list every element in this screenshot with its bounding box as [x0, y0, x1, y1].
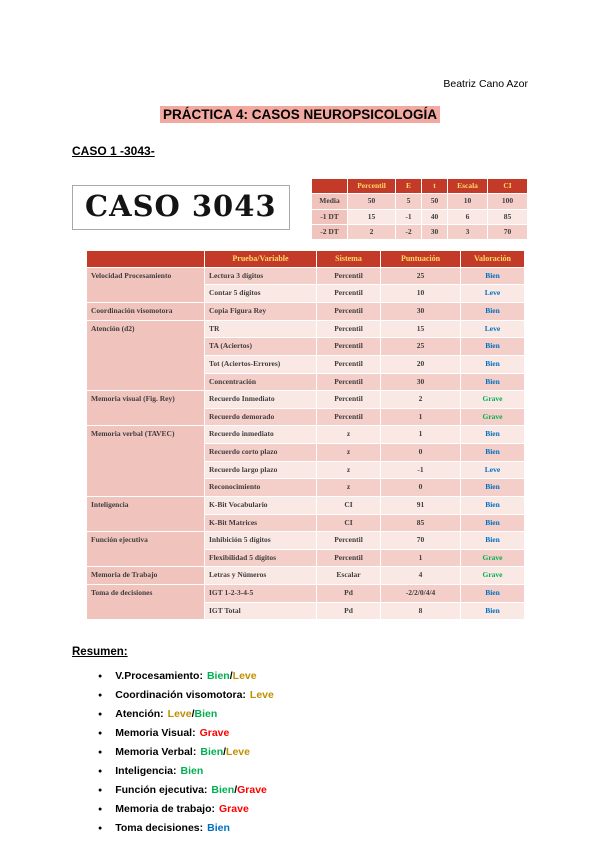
prueba-cell: Letras y Números	[205, 567, 317, 585]
resumen-item-value: Leve	[226, 746, 250, 759]
resumen-item-value: Grave	[219, 803, 249, 816]
prueba-cell: Copia Figura Rey	[205, 303, 317, 321]
puntuacion-cell: 2	[381, 391, 461, 409]
resumen-item	[98, 803, 528, 815]
resumen-item-value: Bien	[180, 765, 204, 778]
stats-value-cell: 100	[488, 194, 528, 209]
resumen-item-label: Función ejecutiva:	[115, 784, 208, 797]
puntuacion-cell: 30	[381, 373, 461, 391]
caso-3043-logo	[72, 185, 290, 230]
sistema-cell: Pd	[317, 602, 381, 620]
sistema-cell: Percentil	[317, 338, 381, 356]
sistema-cell: Percentil	[317, 267, 381, 285]
sistema-cell: Percentil	[317, 408, 381, 426]
stats-row	[312, 194, 528, 209]
puntuacion-cell: 10	[381, 285, 461, 303]
sistema-cell: Percentil	[317, 303, 381, 321]
valoracion-cell: Grave	[461, 567, 525, 585]
stats-value-cell: 15	[348, 209, 396, 224]
domain-cell: Toma de decisiones	[87, 585, 205, 620]
author-name: Beatriz Cano Azor	[443, 78, 528, 90]
table-header-cell: Puntuación	[381, 251, 461, 268]
sistema-cell: z	[317, 444, 381, 462]
prueba-cell: K-Bit Matrices	[205, 514, 317, 532]
sistema-cell: z	[317, 426, 381, 444]
bullet-icon: ●	[98, 673, 103, 681]
resumen-item-label: Inteligencia:	[115, 765, 177, 778]
valoracion-cell: Grave	[461, 549, 525, 567]
resumen-item-value: Leve	[232, 670, 257, 683]
puntuacion-cell: 20	[381, 355, 461, 373]
resumen-item-value: Leve	[167, 708, 192, 721]
stats-value-cell: 2	[348, 224, 396, 239]
prueba-cell: TA (Aciertos)	[205, 338, 317, 356]
stats-value-cell: 50	[348, 194, 396, 209]
valoracion-cell: Bien	[461, 338, 525, 356]
resumen-item-value: Bien	[200, 746, 224, 759]
sistema-cell: Percentil	[317, 320, 381, 338]
resumen-item-value: /	[223, 746, 227, 759]
domain-cell: Función ejecutiva	[87, 532, 205, 567]
title-row	[72, 106, 528, 124]
valoracion-cell: Bien	[461, 267, 525, 285]
table-header-cell-empty	[87, 251, 205, 268]
resumen-item-value: /	[234, 784, 238, 797]
results-row	[87, 585, 525, 603]
resumen-item-label: Memoria Visual:	[115, 727, 196, 740]
resumen-item-value: Grave	[199, 727, 230, 740]
valoracion-cell: Bien	[461, 373, 525, 391]
puntuacion-cell: 25	[381, 267, 461, 285]
puntuacion-cell: 1	[381, 408, 461, 426]
stats-value-cell: 3	[448, 224, 488, 239]
resumen-item	[98, 708, 528, 720]
valoracion-cell: Leve	[461, 461, 525, 479]
bullet-icon: ●	[98, 711, 103, 719]
puntuacion-cell: 70	[381, 532, 461, 550]
stats-value-cell: -1	[396, 209, 422, 224]
sistema-cell: Percentil	[317, 355, 381, 373]
bullet-icon: ●	[98, 787, 103, 795]
resumen-item	[98, 727, 528, 739]
valoracion-cell: Bien	[461, 355, 525, 373]
results-header-row	[87, 251, 525, 268]
resumen-item	[98, 689, 528, 701]
caso-logo-text: CASO 3043	[85, 189, 277, 223]
sistema-cell: Percentil	[317, 532, 381, 550]
prueba-cell: IGT 1-2-3-4-5	[205, 585, 317, 603]
resumen-item-value: Bien	[206, 670, 230, 683]
resumen-item-value: /	[191, 708, 195, 721]
results-row	[87, 303, 525, 321]
sistema-cell: Percentil	[317, 549, 381, 567]
puntuacion-cell: 0	[381, 479, 461, 497]
stats-header-cell	[312, 179, 348, 194]
stats-row	[312, 224, 528, 239]
puntuacion-cell: 1	[381, 549, 461, 567]
bullet-icon: ●	[98, 806, 103, 814]
valoracion-cell: Grave	[461, 391, 525, 409]
puntuacion-cell: -2/2/0/4/4	[381, 585, 461, 603]
resumen-item-value: Leve	[249, 689, 274, 702]
resumen-item	[98, 822, 528, 834]
valoracion-cell: Bien	[461, 532, 525, 550]
valoracion-cell: Bien	[461, 602, 525, 620]
prueba-cell: IGT Total	[205, 602, 317, 620]
resumen-list	[72, 670, 528, 834]
results-row	[87, 496, 525, 514]
domain-cell: Atención (d2)	[87, 320, 205, 391]
logo-stats-row	[72, 178, 528, 240]
sistema-cell: CI	[317, 496, 381, 514]
resumen-item-label: Atención:	[115, 708, 164, 721]
puntuacion-cell: 30	[381, 303, 461, 321]
valoracion-cell: Bien	[461, 585, 525, 603]
stats-value-cell: -2	[396, 224, 422, 239]
sistema-cell: Pd	[317, 585, 381, 603]
prueba-cell: Recuerdo demorado	[205, 408, 317, 426]
bullet-icon: ●	[98, 768, 103, 776]
stats-header-cell: CI	[488, 179, 528, 194]
puntuacion-cell: 15	[381, 320, 461, 338]
table-header-cell: Valoración	[461, 251, 525, 268]
sistema-cell: Escalar	[317, 567, 381, 585]
prueba-cell: Flexibilidad 5 dígitos	[205, 549, 317, 567]
resumen-item	[98, 670, 528, 682]
prueba-cell: Contar 5 dígitos	[205, 285, 317, 303]
bullet-icon: ●	[98, 749, 103, 757]
stats-value-cell: 6	[448, 209, 488, 224]
prueba-cell: Concentración	[205, 373, 317, 391]
bullet-icon: ●	[98, 825, 103, 833]
valoracion-cell: Bien	[461, 479, 525, 497]
domain-cell: Memoria visual (Fig. Rey)	[87, 391, 205, 426]
page-title: PRÁCTICA 4: CASOS NEUROPSICOLOGÍA	[160, 106, 440, 123]
table-header-cell: Prueba/Variable	[205, 251, 317, 268]
puntuacion-cell: 4	[381, 567, 461, 585]
results-table	[86, 250, 525, 620]
valoracion-cell: Bien	[461, 303, 525, 321]
sistema-cell: CI	[317, 514, 381, 532]
stats-value-cell: 40	[422, 209, 448, 224]
resumen-item-label: Toma decisiones:	[115, 822, 204, 835]
prueba-cell: Lectura 3 dígitos	[205, 267, 317, 285]
bullet-icon: ●	[98, 692, 103, 700]
puntuacion-cell: 91	[381, 496, 461, 514]
valoracion-cell: Grave	[461, 408, 525, 426]
stats-header-cell: Escala	[448, 179, 488, 194]
valoracion-cell: Bien	[461, 444, 525, 462]
stats-value-cell: 50	[422, 194, 448, 209]
stats-row	[312, 209, 528, 224]
resumen-item	[98, 765, 528, 777]
stats-value-cell: 10	[448, 194, 488, 209]
stats-value-cell: 70	[488, 224, 528, 239]
sistema-cell: z	[317, 479, 381, 497]
score-conversion-table	[311, 178, 528, 240]
puntuacion-cell: 8	[381, 602, 461, 620]
prueba-cell: Recuerdo corto plazo	[205, 444, 317, 462]
bullet-icon: ●	[98, 730, 103, 738]
puntuacion-cell: 0	[381, 444, 461, 462]
stats-label-cell: -2 DT	[312, 224, 348, 239]
prueba-cell: Inhibición 5 dígitos	[205, 532, 317, 550]
stats-label-cell: Media	[312, 194, 348, 209]
results-row	[87, 532, 525, 550]
resumen-item-label: Memoria Verbal:	[115, 746, 197, 759]
prueba-cell: K-Bit Vocabulario	[205, 496, 317, 514]
resumen-item-value: Bien	[194, 708, 218, 721]
sistema-cell: Percentil	[317, 285, 381, 303]
resumen-item	[98, 746, 528, 758]
valoracion-cell: Leve	[461, 285, 525, 303]
prueba-cell: Recuerdo largo plazo	[205, 461, 317, 479]
puntuacion-cell: -1	[381, 461, 461, 479]
resumen-item-value: Grave	[237, 784, 267, 797]
resumen-item	[98, 784, 528, 796]
domain-cell: Memoria verbal (TAVEC)	[87, 426, 205, 497]
valoracion-cell: Bien	[461, 426, 525, 444]
valoracion-cell: Bien	[461, 514, 525, 532]
sistema-cell: Percentil	[317, 391, 381, 409]
results-row	[87, 267, 525, 285]
table-header-cell: Sistema	[317, 251, 381, 268]
stats-header-row	[312, 179, 528, 194]
sistema-cell: Percentil	[317, 373, 381, 391]
domain-cell: Memoria de Trabajo	[87, 567, 205, 585]
resumen-item-value: Bien	[211, 784, 235, 797]
puntuacion-cell: 25	[381, 338, 461, 356]
valoracion-cell: Bien	[461, 496, 525, 514]
stats-header-cell: E	[396, 179, 422, 194]
prueba-cell: Reconocimiento	[205, 479, 317, 497]
prueba-cell: TR	[205, 320, 317, 338]
domain-cell: Coordinación visomotora	[87, 303, 205, 321]
results-row	[87, 567, 525, 585]
prueba-cell: Recuerdo inmediato	[205, 426, 317, 444]
stats-label-cell: -1 DT	[312, 209, 348, 224]
results-row	[87, 391, 525, 409]
prueba-cell: Recuerdo Inmediato	[205, 391, 317, 409]
prueba-cell: Tot (Aciertos-Errores)	[205, 355, 317, 373]
resumen-item-value: Bien	[207, 822, 230, 835]
sistema-cell: z	[317, 461, 381, 479]
resumen-item-label: Coordinación visomotora:	[115, 689, 246, 702]
domain-cell: Inteligencia	[87, 496, 205, 531]
stats-value-cell: 85	[488, 209, 528, 224]
stats-value-cell: 30	[422, 224, 448, 239]
resumen-item-label: Memoria de trabajo:	[115, 803, 216, 816]
case-heading: CASO 1 -3043-	[72, 144, 155, 158]
domain-cell: Velocidad Procesamiento	[87, 267, 205, 302]
stats-value-cell: 5	[396, 194, 422, 209]
puntuacion-cell: 85	[381, 514, 461, 532]
results-row	[87, 426, 525, 444]
stats-header-cell: t	[422, 179, 448, 194]
resumen-heading: Resumen:	[72, 646, 128, 659]
resumen-item-value: /	[229, 670, 233, 683]
resumen-item-label: V.Procesamiento:	[115, 670, 203, 683]
results-row	[87, 320, 525, 338]
stats-header-cell: Percentil	[348, 179, 396, 194]
puntuacion-cell: 1	[381, 426, 461, 444]
valoracion-cell: Leve	[461, 320, 525, 338]
